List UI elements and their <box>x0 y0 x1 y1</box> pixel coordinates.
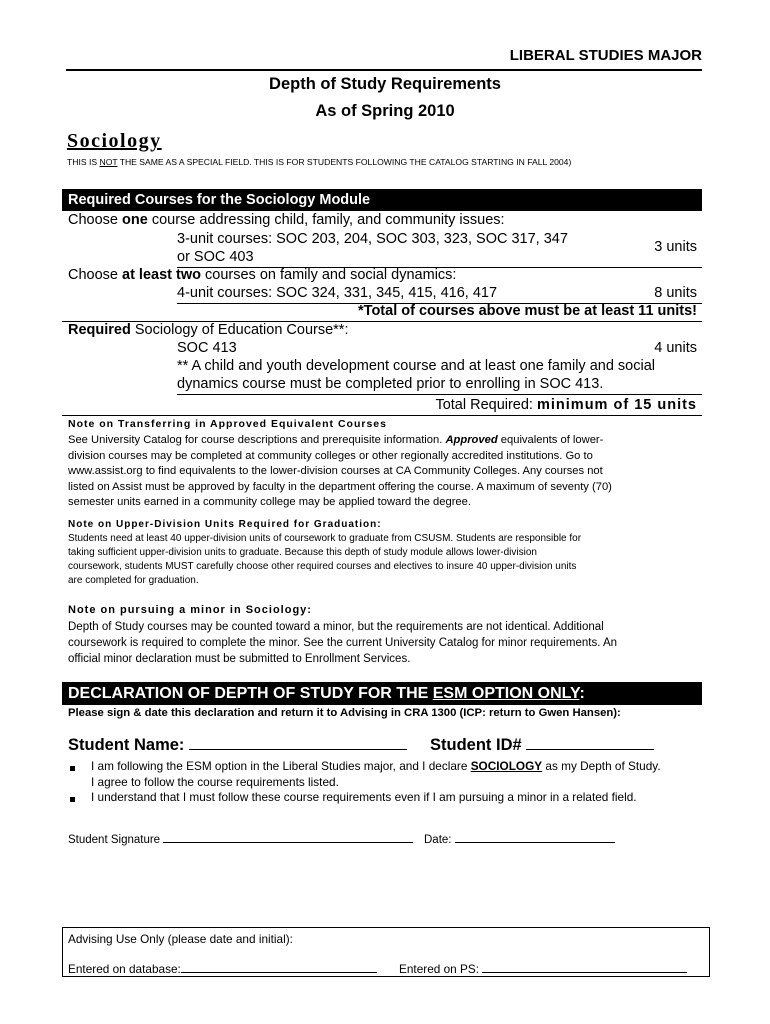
advising-title: Advising Use Only (please date and initial): <box>68 932 293 946</box>
student-id-label: Student ID# <box>430 736 527 754</box>
minor-note-title: Note on pursuing a minor in Sociology: <box>68 604 312 616</box>
minor-l2: coursework is required to complete the minor. See the current University Catalog for minor requirements. An <box>68 637 618 649</box>
page-title: Depth of Study Requirements <box>269 75 501 93</box>
transfer-l5: semester units earned in a community college may be applied toward the degree. <box>68 496 471 509</box>
signature-label: Student Signature <box>68 834 164 846</box>
three-unit-courses-line1: 3-unit courses: SOC 203, 204, SOC 303, 323, SOC 317, 347 <box>177 231 568 247</box>
subject-title: Sociology <box>67 130 162 152</box>
total-required-line <box>435 397 697 413</box>
page-subtitle: As of Spring 2010 <box>315 102 455 120</box>
declaration-bullet-1 <box>91 759 661 773</box>
minor-l3: official minor declaration must be submitted to Enrollment Services. <box>68 653 411 665</box>
transfer-l2: division courses may be completed at community colleges or other regionally accredited institutions. Go to <box>68 449 593 462</box>
choose-two-line <box>68 267 456 283</box>
program-heading: LIBERAL STUDIES MAJOR <box>509 47 702 64</box>
bullet-2-icon <box>70 797 75 802</box>
entered-on-ps-field[interactable] <box>399 962 687 976</box>
total-required-label: Total Required: <box>435 397 537 413</box>
choose-two-pre: Choose <box>68 267 123 283</box>
choose-one-line <box>68 212 505 228</box>
soc413-course: SOC 413 <box>177 340 237 356</box>
bullet1-underlined: SOCIOLOGY <box>470 759 543 773</box>
database-label: Entered on database: <box>68 962 181 976</box>
upper-l1: Students need at least 40 upper-division units of coursework to graduate from CSUSM. Students are responsible for <box>68 533 582 544</box>
subject-note-pre: THIS IS <box>67 157 100 167</box>
bullet-1-icon <box>70 766 75 771</box>
transfer-l4: listed on Assist must be approved by faculty in the department offering the course. A maximum of seventy (70) <box>68 480 612 493</box>
entered-on-database-field[interactable] <box>68 962 377 976</box>
transfer-note-title: Note on Transferring in Approved Equivalent Courses <box>68 418 387 430</box>
required-post: Sociology of Education Course**: <box>130 322 349 338</box>
upper-division-note-body <box>68 532 581 588</box>
total-above-note: *Total of courses above must be at least 11 units! <box>358 303 697 319</box>
declaration-bar-post: : <box>579 685 585 702</box>
declaration-bullet-2: I understand that I must follow these course requirements even if I am pursuing a minor in a related field. <box>91 790 637 804</box>
declaration-bar-pre: DECLARATION OF DEPTH OF STUDY FOR THE <box>68 685 433 702</box>
upper-division-note-title: Note on Upper-Division Units Required for Graduation: <box>68 519 382 530</box>
ps-blank[interactable] <box>482 972 687 973</box>
rule-after-footnote <box>177 394 702 395</box>
date-field[interactable] <box>424 834 615 846</box>
transfer-l1-pre: See University Catalog for course descriptions and prerequisite information. <box>68 434 446 446</box>
required-education-line <box>68 322 348 338</box>
soc413-footnote-line2: dynamics course must be completed prior to enrolling in SOC 413. <box>177 376 604 392</box>
transfer-l1-post: equivalents of lower- <box>497 434 604 446</box>
transfer-l3: www.assist.org to find equivalents to the lower-division courses at CA Community Colleges. Any courses not <box>68 465 603 478</box>
required-courses-bar: Required Courses for the Sociology Module <box>62 189 702 211</box>
transfer-l1-bold: Approved <box>445 434 498 446</box>
required-bold: Required <box>68 322 131 338</box>
date-blank[interactable] <box>455 842 615 843</box>
student-name-label: Student Name: <box>68 736 190 754</box>
student-id-blank[interactable] <box>526 749 654 750</box>
header-rule <box>66 69 702 71</box>
subject-note-post: THE SAME AS A SPECIAL FIELD. THIS IS FOR STUDENTS FOLLOWING THE CATALOG STARTING IN FALL 2004) <box>117 157 572 167</box>
eight-units-value: 8 units <box>654 285 697 301</box>
three-unit-courses-line2: or SOC 403 <box>177 249 254 265</box>
signature-field[interactable] <box>68 834 413 846</box>
choose-two-post: courses on family and social dynamics: <box>200 267 457 283</box>
upper-l4: are completed for graduation. <box>68 575 199 586</box>
soc413-footnote-line1: ** A child and youth development course and at least one family and social <box>177 358 655 374</box>
declaration-bullet-1-line2: I agree to follow the course requirements listed. <box>91 775 339 789</box>
choose-two-bold: at least two <box>122 267 201 283</box>
student-name-field[interactable] <box>68 736 407 755</box>
bullet1-pre: I am following the ESM option in the Liberal Studies major, and I declare <box>91 759 471 773</box>
four-unit-courses: 4-unit courses: SOC 324, 331, 345, 415, 416, 417 <box>177 285 498 301</box>
declaration-bar <box>62 682 702 705</box>
four-units-value: 4 units <box>654 340 697 356</box>
database-blank[interactable] <box>181 972 377 973</box>
upper-l3: coursework, students MUST carefully choose other required courses and electives to insure 40 upper-division units <box>68 561 577 572</box>
minor-note-body <box>68 619 617 667</box>
declaration-instruction: Please sign & date this declaration and return it to Advising in CRA 1300 (ICP: return to Gwen Hansen): <box>68 707 621 719</box>
minor-l1: Depth of Study courses may be counted toward a minor, but the requirements are not identical. Additional <box>68 621 604 633</box>
ps-label: Entered on PS: <box>399 962 483 976</box>
total-required-value: minimum of 15 units <box>537 397 697 413</box>
three-units-value: 3 units <box>654 239 697 255</box>
choose-one-pre: Choose <box>68 212 123 228</box>
declaration-bar-underlined: ESM OPTION ONLY <box>432 685 580 702</box>
choose-one-bold: one <box>122 212 148 228</box>
rule-after-total-required <box>62 415 702 416</box>
subject-note <box>67 157 571 167</box>
signature-blank[interactable] <box>163 842 413 843</box>
transfer-note-body <box>68 433 612 511</box>
choose-one-post: course addressing child, family, and community issues: <box>147 212 505 228</box>
bullet1-post: as my Depth of Study. <box>542 759 661 773</box>
student-name-blank[interactable] <box>189 749 407 750</box>
student-id-field[interactable] <box>430 736 654 755</box>
date-label: Date: <box>424 834 455 846</box>
subject-note-not: NOT <box>99 157 118 167</box>
upper-l2: taking sufficient upper-division units to graduate. Because this depth of study module allows lower-division <box>68 547 537 558</box>
